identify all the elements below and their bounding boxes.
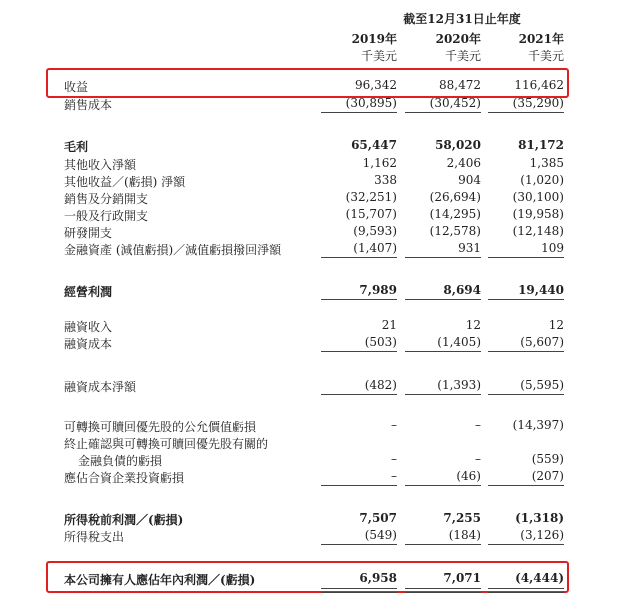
row-value: (19,958) <box>512 207 564 221</box>
row-value: – <box>391 469 397 483</box>
year-2020: 2020年 <box>435 32 481 46</box>
row-value: 6,958 <box>359 571 397 585</box>
row-label: 融資成本 <box>64 337 113 351</box>
row-value: (35,290) <box>512 96 564 110</box>
period-heading: 截至12月31日止年度 <box>403 12 521 26</box>
row-value: 96,342 <box>355 78 397 92</box>
row-label: 終止確認與可轉換可贖回優先股有關的 <box>64 437 269 451</box>
rule-line <box>488 299 564 300</box>
row-value: 7,507 <box>359 511 397 525</box>
rule-line <box>488 257 564 258</box>
double-rule-line <box>488 588 564 593</box>
row-value: – <box>391 418 397 432</box>
row-value: 8,694 <box>443 283 481 297</box>
row-label: 其他收入淨額 <box>64 158 137 172</box>
row-value: 65,447 <box>351 138 397 152</box>
row-value: (5,607) <box>520 335 564 349</box>
rule-line <box>321 544 397 545</box>
row-value: 12 <box>465 318 481 332</box>
row-label: 收益 <box>64 80 89 94</box>
row-value: 116,462 <box>514 78 564 92</box>
row-label: 可轉換可贖回優先股的公允價值虧損 <box>64 420 257 434</box>
unit-2019: 千美元 <box>360 49 397 63</box>
row-value: 81,172 <box>518 138 564 152</box>
row-value: – <box>475 452 481 466</box>
row-value: (184) <box>448 528 481 542</box>
row-value: (3,126) <box>520 528 564 542</box>
rule-line <box>405 299 481 300</box>
row-label: 應佔合資企業投資虧損 <box>64 471 185 485</box>
row-label: 經營利潤 <box>64 285 113 299</box>
row-value: (559) <box>531 452 564 466</box>
row-value: 904 <box>458 173 481 187</box>
row-value: (1,405) <box>437 335 481 349</box>
row-value: 21 <box>381 318 397 332</box>
year-2019: 2019年 <box>351 32 397 46</box>
row-value: 7,989 <box>359 283 397 297</box>
row-value: 88,472 <box>439 78 481 92</box>
rule-line <box>321 112 397 113</box>
row-value: (12,578) <box>429 224 481 238</box>
row-label: 其他收益／(虧損) 淨額 <box>64 175 186 189</box>
row-label: 融資成本淨額 <box>64 380 137 394</box>
rule-line <box>405 485 481 486</box>
row-value: 19,440 <box>518 283 564 297</box>
row-label: 一般及行政開支 <box>64 209 149 223</box>
rule-line <box>405 112 481 113</box>
row-value: 7,071 <box>443 571 481 585</box>
row-value: (207) <box>531 469 564 483</box>
rule-line <box>405 351 481 352</box>
row-value: (1,318) <box>515 511 564 525</box>
rule-line <box>405 257 481 258</box>
row-value: (503) <box>364 335 397 349</box>
row-value: (1,020) <box>520 173 564 187</box>
row-value: – <box>475 418 481 432</box>
row-value: 7,255 <box>443 511 481 525</box>
row-value: (5,595) <box>520 378 564 392</box>
rule-line <box>321 351 397 352</box>
row-value: (12,148) <box>512 224 564 238</box>
row-label: 所得稅支出 <box>64 530 125 544</box>
rule-line <box>405 544 481 545</box>
rule-line <box>321 485 397 486</box>
double-rule-line <box>405 588 481 593</box>
row-value: 2,406 <box>446 156 481 170</box>
row-label: 所得稅前利潤／(虧損) <box>64 513 184 527</box>
row-value: (4,444) <box>515 571 564 585</box>
row-value: (14,295) <box>429 207 481 221</box>
row-label: 研發開支 <box>64 226 113 240</box>
row-label: 金融資產 (減值虧損)／減值虧損撥回淨額 <box>64 243 282 257</box>
rule-line <box>321 257 397 258</box>
row-value: (32,251) <box>345 190 397 204</box>
row-label: 本公司擁有人應佔年內利潤／(虧損) <box>64 573 256 587</box>
row-value: (14,397) <box>512 418 564 432</box>
row-value: 12 <box>548 318 564 332</box>
row-value: 1,162 <box>362 156 397 170</box>
row-value: (1,393) <box>437 378 481 392</box>
double-rule-line <box>321 588 397 593</box>
rule-line <box>488 112 564 113</box>
row-value: (482) <box>364 378 397 392</box>
row-label: 融資收入 <box>64 320 113 334</box>
row-label: 金融負債的虧損 <box>78 454 163 468</box>
rule-line <box>488 351 564 352</box>
year-2021: 2021年 <box>518 32 564 46</box>
rule-line <box>321 299 397 300</box>
row-label: 毛利 <box>64 140 89 154</box>
row-value: 58,020 <box>435 138 481 152</box>
row-value: – <box>391 452 397 466</box>
row-value: (30,100) <box>512 190 564 204</box>
row-value: (549) <box>364 528 397 542</box>
row-value: 109 <box>541 241 564 255</box>
row-value: (1,407) <box>353 241 397 255</box>
row-value: 338 <box>374 173 397 187</box>
row-value: (30,895) <box>345 96 397 110</box>
row-label: 銷售及分銷開支 <box>64 192 149 206</box>
row-value: 931 <box>458 241 481 255</box>
rule-line <box>488 544 564 545</box>
row-label: 銷售成本 <box>64 98 113 112</box>
row-value: 1,385 <box>529 156 564 170</box>
row-value: (46) <box>456 469 481 483</box>
rule-line <box>488 394 564 395</box>
row-value: (26,694) <box>429 190 481 204</box>
rule-line <box>405 394 481 395</box>
rule-line <box>321 394 397 395</box>
unit-2020: 千美元 <box>444 49 481 63</box>
row-value: (30,452) <box>429 96 481 110</box>
row-value: (15,707) <box>345 207 397 221</box>
row-value: (9,593) <box>353 224 397 238</box>
rule-line <box>488 485 564 486</box>
unit-2021: 千美元 <box>527 49 564 63</box>
